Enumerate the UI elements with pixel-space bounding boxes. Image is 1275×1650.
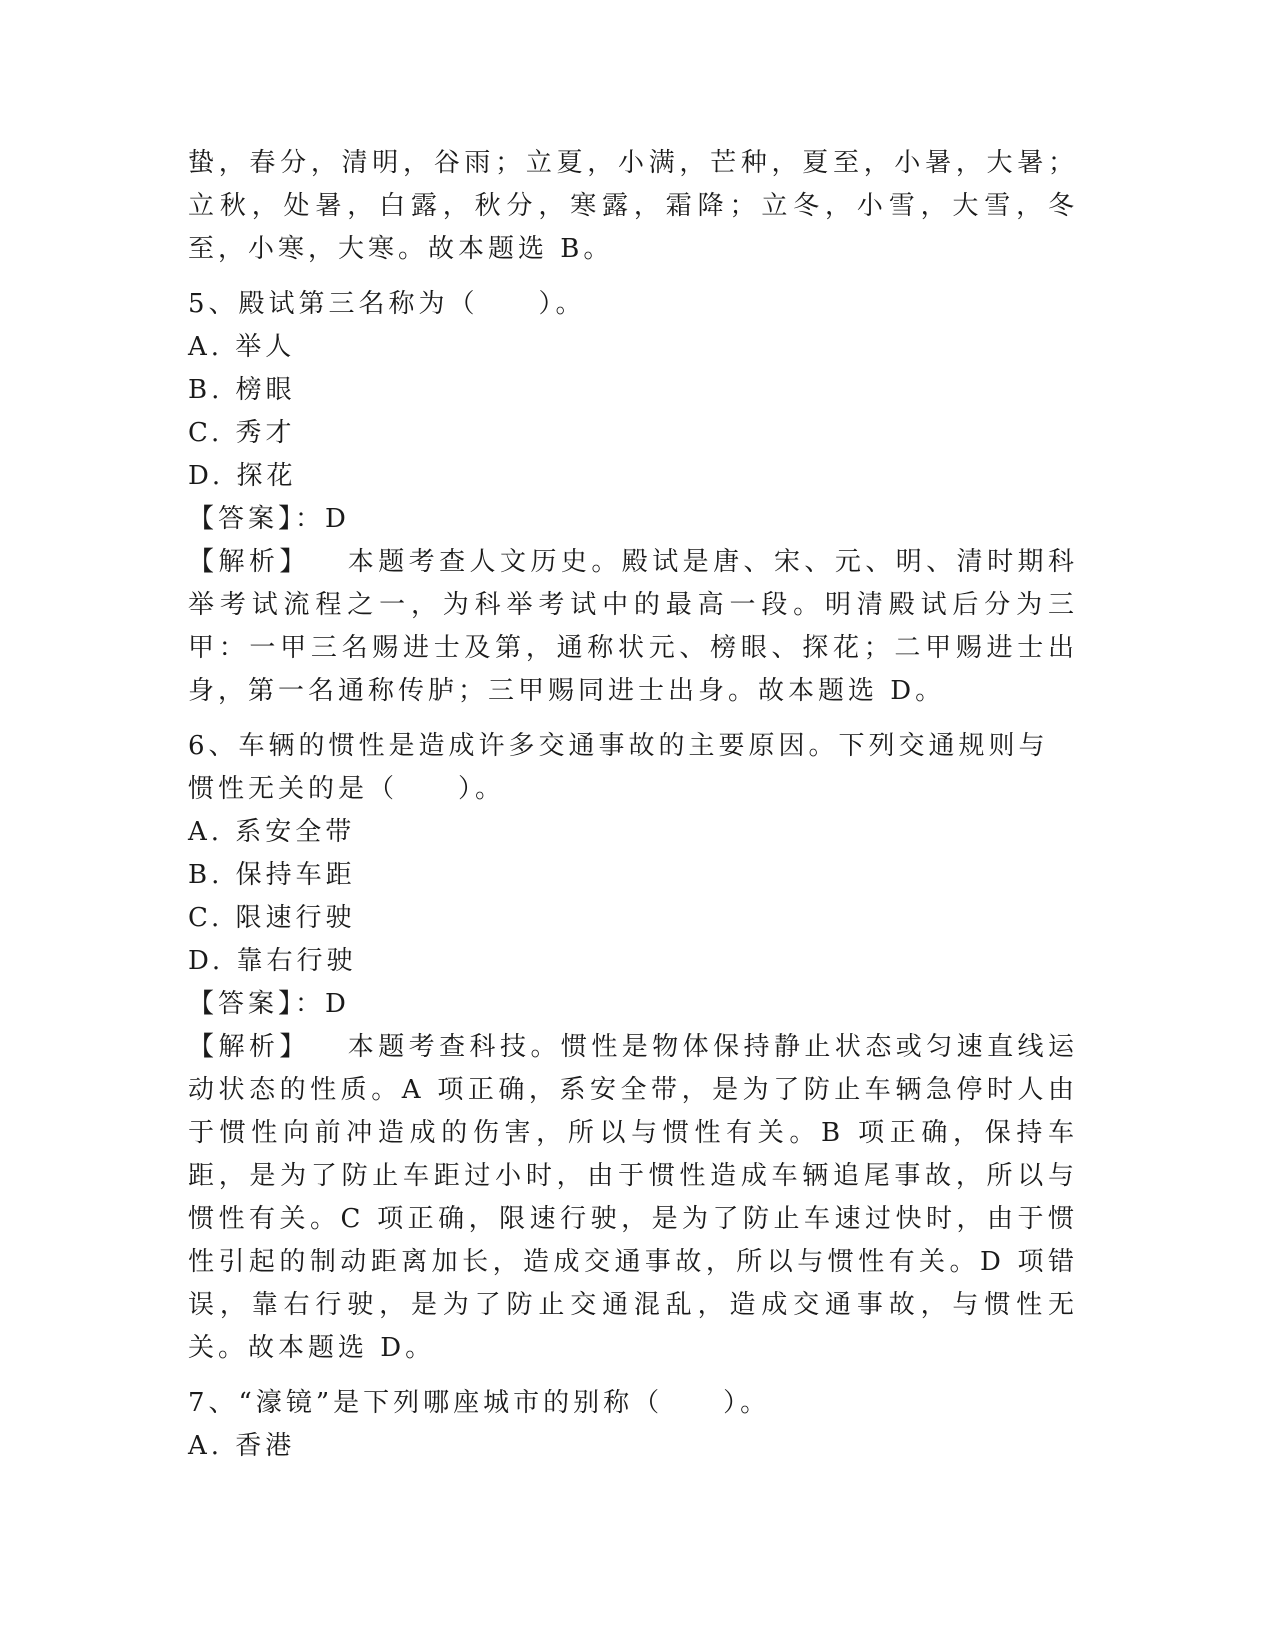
option-c: C. 秀才 xyxy=(188,418,296,448)
analysis-text: 本题考查科技。惯性是物体保持静止状态或匀速直线运动状态的性质。A 项正确，系安全带，是为了防止车辆急停时人由于惯性向前冲造成的伤害，所以与惯性有关。B 项正确，保持车距，是为了防止车距过小时，由于惯性造成车辆追尾事故，所以与惯性有关。C 项正确，限速行驶，是为了防止车速过快时，由于惯性引起的制动距离加长，造成交通事故，所以与惯性有关。D 项错误，靠右行驶，是为了防止交通混乱，造成交通事故，与惯性无关。故本题选 D。 xyxy=(188,1032,1078,1363)
option-d: D. 靠右行驶 xyxy=(188,946,357,976)
document-page xyxy=(188,142,1078,1468)
analysis-paragraph xyxy=(188,1026,1078,1370)
question-5 xyxy=(188,283,1078,713)
option-a: A. 系安全带 xyxy=(188,817,356,847)
answer-line: 【答案】：D xyxy=(188,504,350,534)
answer-line: 【答案】：D xyxy=(188,989,350,1019)
analysis-text: 本题考查人文历史。殿试是唐、宋、元、明、清时期科举考试流程之一，为科举考试中的最高一段。明清殿试后分为三甲：一甲三名赐进士及第，通称状元、榜眼、探花；二甲赐进士出身，第一名通称传胪；三甲赐同进士出身。故本题选 D。 xyxy=(188,547,1078,706)
intro-paragraph: 蛰，春分，清明，谷雨；立夏，小满，芒种，夏至，小暑，大暑；立秋，处暑，白露，秋分，寒露，霜降；立冬，小雪，大雪，冬至，小寒，大寒。故本题选 B。 xyxy=(188,148,1078,264)
option-b: B. 保持车距 xyxy=(188,860,356,890)
option-a: A. 香港 xyxy=(188,1431,296,1461)
analysis-paragraph xyxy=(188,541,1078,713)
question-7 xyxy=(188,1382,1078,1468)
option-c: C. 限速行驶 xyxy=(188,903,356,933)
question-6 xyxy=(188,725,1078,1370)
question-title: 5、殿试第三名称为（ ）。 xyxy=(188,289,586,319)
option-a: A. 举人 xyxy=(188,332,296,362)
option-d: D. 探花 xyxy=(188,461,297,491)
question-title: 6、车辆的惯性是造成许多交通事故的主要原因。下列交通规则与惯性无关的是（ ）。 xyxy=(188,731,1049,804)
option-b: B. 榜眼 xyxy=(188,375,296,405)
analysis-tag: 【解析】 xyxy=(188,1032,310,1062)
question-title: 7、“濠镜”是下列哪座城市的别称（ ）。 xyxy=(188,1388,771,1418)
analysis-tag: 【解析】 xyxy=(188,547,310,577)
